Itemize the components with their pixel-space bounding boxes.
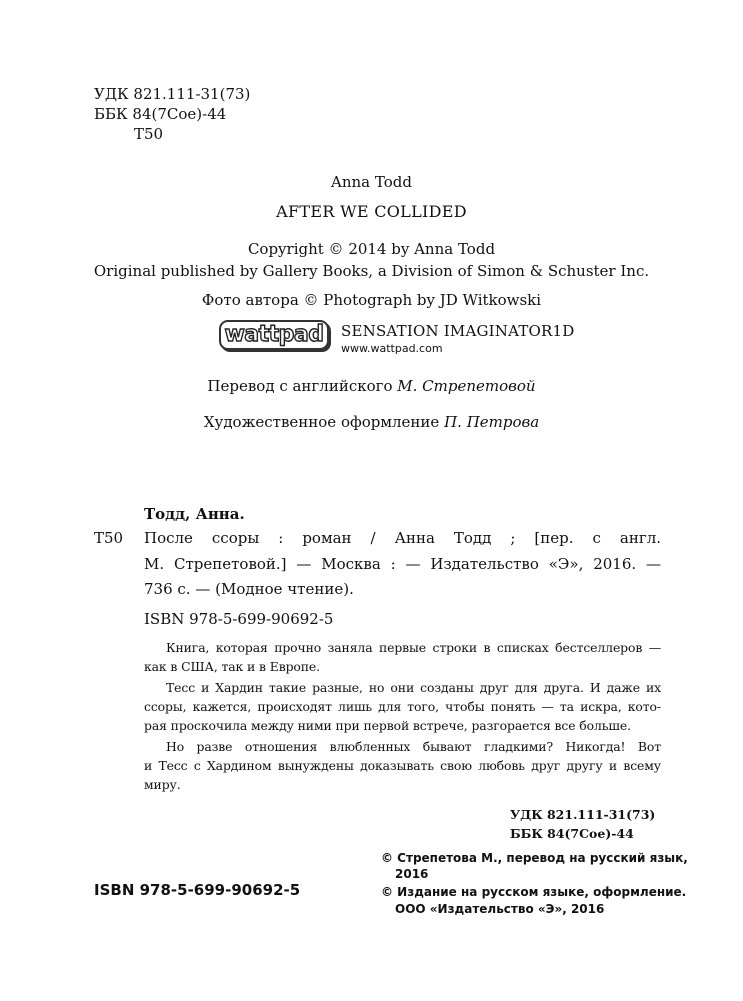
annotation-line: рая проскочила между ними при первой встрече, разгорается все больше. <box>144 718 631 733</box>
catalog-author-heading: Тодд, Анна. <box>144 505 245 523</box>
design-credit <box>0 413 743 431</box>
photo-credit: Фото автора © Photograph by JD Witkowski <box>201 291 542 309</box>
wattpad-logo-text: wattpad <box>224 322 324 347</box>
udk-code: УДК 821.111-31(73) <box>94 85 251 103</box>
original-publisher: Original published by Gallery Books, a Division of Simon & Schuster Inc. <box>93 262 650 280</box>
translation-prefix: Перевод с английского <box>207 377 398 395</box>
bottom-bbk-code: ББК 84(7Сое)-44 <box>510 826 634 841</box>
copyright-line: ООО «Издательство «Э», 2016 <box>395 902 605 916</box>
annotation-line: и Тесс с Хардином вынуждены доказывать свою любовь друг другу и всему <box>144 758 661 773</box>
catalog-line: 736 с. — (Модное чтение). <box>144 580 354 598</box>
bbk-code: ББК 84(7Сое)-44 <box>94 105 227 123</box>
wattpad-logo <box>219 320 329 350</box>
copyright-line: 2016 <box>395 867 429 881</box>
footer-isbn: ISBN 978-5-699-90692-5 <box>94 881 301 899</box>
catalog-isbn: ISBN 978-5-699-90692-5 <box>144 610 334 628</box>
wattpad-tagline: SENSATION IMAGINATOR1D <box>341 322 575 340</box>
copyright-line: Copyright © 2014 by Anna Todd <box>247 240 496 258</box>
designer-name: П. Петрова <box>444 413 540 431</box>
catalog-line: М. Стрепетовой.] — Москва : — Издательство «Э», 2016. — <box>144 555 661 573</box>
copyright-line: © Издание на русском языке, оформление. <box>381 885 687 899</box>
annotation-line: Тесс и Хардин такие разные, но они созданы друг для друга. И даже их <box>166 680 661 695</box>
annotation-line: миру. <box>144 777 181 792</box>
original-title: AFTER WE COLLIDED <box>276 202 467 221</box>
bottom-udk-code: УДК 821.111-31(73) <box>510 807 656 822</box>
udk-block <box>94 84 250 144</box>
author-mark: Т50 <box>134 125 164 143</box>
translation-credit <box>0 377 743 395</box>
translator-name: М. Стрепетовой <box>397 377 536 395</box>
catalog-code: Т50 <box>94 529 124 547</box>
catalog-line: После ссоры : роман / Анна Тодд ; [пер. с англ. <box>144 529 661 547</box>
annotation-line: как в США, так и в Европе. <box>144 659 320 674</box>
annotation-line: Книга, которая прочно заняла первые строки в списках бестселлеров — <box>166 640 661 655</box>
wattpad-url: www.wattpad.com <box>341 342 443 355</box>
copyright-line: © Стрепетова М., перевод на русский язык, <box>381 851 688 865</box>
design-prefix: Художественное оформление <box>203 413 445 431</box>
annotation-line: ссоры, кажется, происходят лишь для того, чтобы понять — та искра, кото- <box>144 699 661 714</box>
original-author: Anna Todd <box>331 173 412 191</box>
annotation-line: Но разве отношения влюбленных бывают гладкими? Никогда! Вот <box>166 739 661 754</box>
